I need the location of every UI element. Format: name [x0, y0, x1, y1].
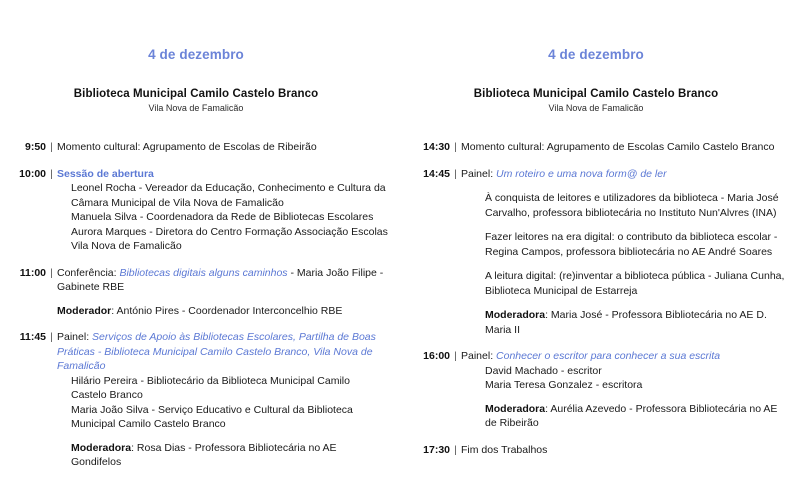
programme-column-right [400, 0, 800, 496]
entry-speaker: Maria Teresa Gonzalez - escritora [485, 379, 643, 391]
schedule-entry [404, 349, 788, 431]
entry-separator: | [50, 167, 53, 180]
venue-block-left [4, 88, 388, 113]
entry-title-suffix: - Maria João Filipe - Gabinete RBE [57, 266, 384, 293]
entry-body [461, 349, 788, 431]
entry-separator: | [50, 266, 53, 279]
entry-title: Um roteiro e uma nova form@ de ler [496, 167, 667, 180]
entry-time: 17:30 [423, 443, 450, 456]
entry-speaker: Fazer leitores na era digital: o contributo da biblioteca escolar - Regina Campos, professora bibliotecária no AE André Soares [485, 231, 778, 258]
entry-label: Momento cultural: Agrupamento de Escolas de Ribeirão [57, 141, 317, 153]
entry-kind: Painel: [57, 331, 90, 343]
entry-speaker: Hilário Pereira - Bibliotecário da Biblioteca Municipal Camilo Castelo Branco [71, 374, 350, 401]
entry-kind: Conferência: [57, 266, 117, 279]
entry-time: 10:00 [19, 167, 46, 180]
venue-city-right: Vila Nova de Famalicão [548, 103, 644, 113]
schedule-list-left [4, 140, 388, 470]
entry-moderator [57, 304, 388, 319]
entry-moderator-label: Moderadora [485, 309, 546, 321]
entry-label: Momento cultural: Agrupamento de Escolas Camilo Castelo Branco [461, 141, 775, 153]
entry-moderator [461, 402, 788, 431]
day-title-left: 4 de dezembro [148, 47, 244, 62]
entry-body [57, 140, 388, 155]
schedule-list-right [404, 140, 788, 457]
entry-moderator-text: : António Pires - Coordenador Interconcelhio RBE [111, 304, 343, 317]
schedule-entry [4, 167, 388, 254]
entry-kind: Painel: [461, 167, 494, 180]
entry-separator: | [50, 141, 53, 153]
entry-title: Bibliotecas digitais alguns caminhos [119, 266, 288, 279]
entry-speaker: A leitura digital: (re)inventar a biblioteca pública - Juliana Cunha, Biblioteca Municipal de Estarreja [485, 270, 785, 297]
entry-body [461, 140, 788, 155]
entry-moderator [461, 308, 788, 337]
entry-title: Conhecer o escritor para conhecer a sua escrita [496, 350, 721, 362]
entry-speaker: Leonel Rocha - Vereador da Educação, Conhecimento e Cultura da Câmara Municipal de Vila Nova de Famalicão [71, 182, 386, 209]
entry-body [57, 266, 388, 319]
entry-speaker: Manuela Silva - Coordenadora da Rede de Bibliotecas Escolares [71, 211, 374, 223]
venue-name-right: Biblioteca Municipal Camilo Castelo Branco [473, 88, 719, 100]
entry-body [57, 330, 388, 470]
entry-body [461, 167, 788, 338]
entry-speaker: Maria João Silva - Serviço Educativo e Cultural da Biblioteca Municipal Camilo Castelo Branco [71, 403, 353, 430]
entry-moderator-label: Moderador [57, 304, 112, 317]
entry-time: 14:30 [423, 141, 450, 153]
entry-headline [461, 167, 788, 182]
schedule-entry [404, 167, 788, 338]
entry-moderator [57, 441, 388, 470]
entry-separator: | [454, 141, 457, 153]
schedule-entry [404, 140, 788, 155]
entry-time: 14:45 [423, 167, 450, 180]
entry-headline [461, 349, 788, 364]
entry-headline [57, 330, 388, 374]
entry-title: Sessão de abertura [57, 167, 154, 180]
entry-speaker: À conquista de leitores e utilizadores da biblioteca - Maria José Carvalho, professora bibliotecária no Instituto Nun'Alvres (INA) [485, 192, 779, 219]
schedule-entry [4, 330, 388, 470]
schedule-entry [4, 266, 388, 319]
entry-headline [57, 266, 388, 295]
entry-moderator-text: : Rosa Dias - Professora Bibliotecária no AE Gondifelos [71, 441, 337, 468]
venue-city-left: Vila Nova de Famalicão [148, 103, 244, 113]
entry-speaker: David Machado - escritor [485, 364, 602, 377]
entry-label: Fim dos Trabalhos [461, 443, 548, 456]
day-title-right: 4 de dezembro [548, 47, 644, 62]
entry-moderator-label: Moderadora [485, 402, 546, 415]
entry-separator: | [454, 443, 457, 456]
entry-separator: | [454, 350, 457, 362]
entry-time: 9:50 [24, 141, 46, 153]
entry-speaker: Aurora Marques - Diretora do Centro Formação Associação Escolas Vila Nova de Famalicão [71, 225, 388, 252]
entry-title: Serviços de Apoio às Bibliotecas Escolares, Partilha de Boas Práticas - Biblioteca Municipal Camilo Castelo Branco, Vila Nova de Famalicão [57, 331, 376, 372]
entry-body [461, 443, 788, 458]
entry-separator: | [454, 167, 457, 180]
entry-kind: Painel: [461, 350, 494, 362]
entry-time: 16:00 [423, 350, 450, 362]
entry-moderator-text: : Maria José - Professora Bibliotecária no AE D. Maria II [485, 309, 767, 336]
entry-moderator-text: : Aurélia Azevedo - Professora Bibliotecária no AE de Ribeirão [485, 402, 778, 429]
entry-time: 11:00 [19, 266, 46, 279]
schedule-entry [4, 140, 388, 155]
entry-body [57, 167, 388, 254]
entry-moderator-label: Moderadora [71, 441, 132, 454]
venue-block-right [404, 88, 788, 113]
entry-time: 11:45 [19, 331, 46, 343]
entry-separator: | [50, 331, 53, 343]
schedule-entry [404, 443, 788, 458]
venue-name-left: Biblioteca Municipal Camilo Castelo Branco [73, 88, 319, 100]
